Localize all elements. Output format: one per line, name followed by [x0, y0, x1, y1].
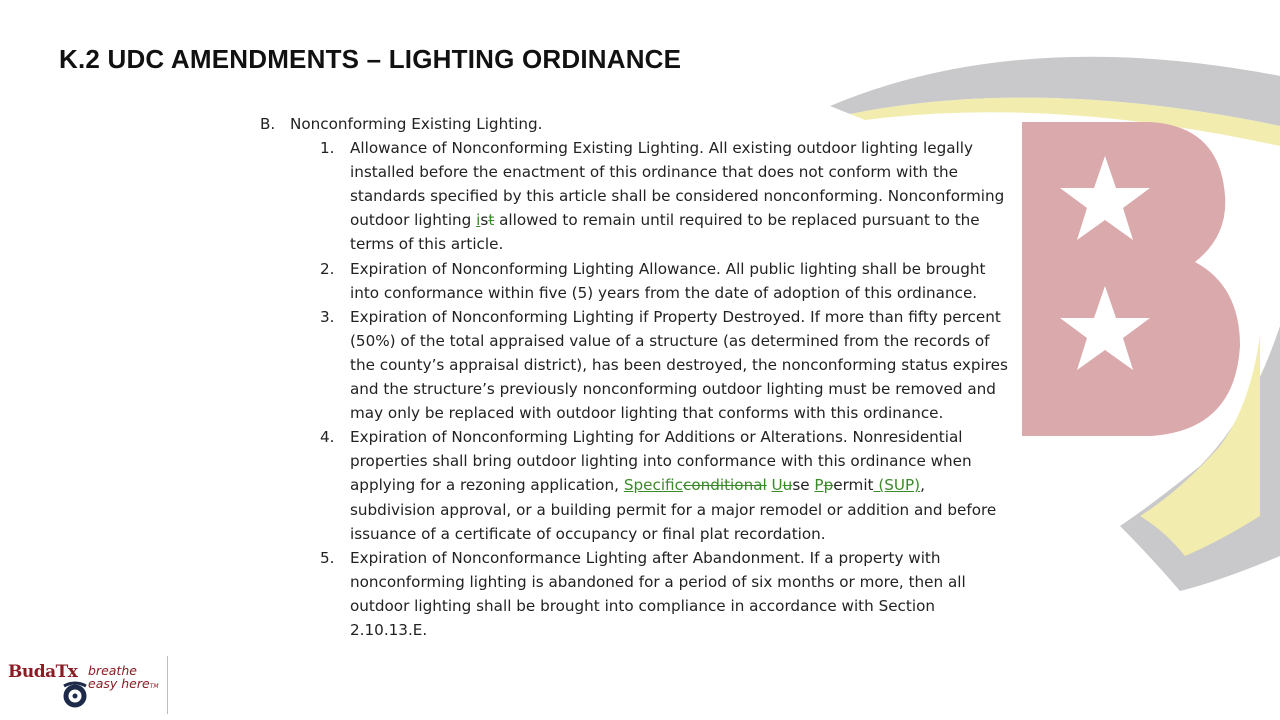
item-text	[350, 136, 1010, 256]
tagline-line1: breathe	[88, 663, 137, 678]
inserted-text: Specific	[623, 476, 683, 495]
brand-tagline	[88, 664, 159, 693]
budatx-logo	[8, 658, 168, 714]
ordinance-text	[260, 112, 1020, 642]
deleted-text: t	[488, 211, 495, 230]
inserted-text: P	[814, 476, 824, 495]
footer-divider	[167, 656, 168, 714]
section-heading	[260, 112, 1020, 136]
ordinance-items	[320, 136, 1020, 642]
ordinance-item	[320, 546, 1020, 642]
ordinance-item	[320, 136, 1020, 256]
trademark: TM	[149, 683, 159, 690]
brand-name: BudaTx	[8, 662, 78, 682]
tagline-line2: easy here	[88, 676, 150, 691]
ordinance-item	[320, 425, 1020, 545]
text-run: allowed to remain until required to be replaced pursuant to the terms of this article.	[350, 211, 980, 254]
item-text	[350, 305, 1010, 425]
text-run: Expiration of Nonconforming Lighting if Property Destroyed. If more than fifty percent (50%) of the total appraised value of a structure (as determined from the records of the county’s appraisal district), has been destroyed, the nonconforming status expires and the structure’s previously nonconforming outdoor lighting must be removed and may only be replaced with outdoor lighting that conforms with this ordinance.	[350, 307, 1008, 423]
text-run: Expiration of Nonconformance Lighting after Abandonment. If a property with nonconforming lighting is abandoned for a period of six months or more, then all outdoor lighting shall be brought into compliance in accordance with Section 2.10.13.E.	[350, 548, 966, 639]
inserted-text: (SUP)	[873, 476, 921, 495]
inserted-text: i	[476, 211, 481, 230]
item-text	[350, 546, 1010, 642]
section-letter: B.	[260, 115, 276, 133]
deleted-text: u	[782, 476, 793, 495]
inserted-text: U	[771, 476, 783, 495]
slide-title: K.2 UDC AMENDMENTS – LIGHTING ORDINANCE	[59, 44, 682, 74]
swirl-icon	[60, 680, 90, 710]
item-number: 5.	[320, 548, 335, 567]
item-text	[350, 425, 1010, 545]
item-number: 2.	[320, 259, 335, 278]
text-run: Expiration of Nonconforming Lighting Allowance. All public lighting shall be brought into conformance within five (5) years from the date of adoption of this ordinance.	[350, 259, 986, 302]
text-run: se	[792, 476, 815, 495]
deleted-text: p	[823, 476, 834, 495]
item-number: 1.	[320, 139, 335, 158]
item-text	[350, 257, 1010, 305]
text-run: Allowance of Nonconforming Existing Lighting. All existing outdoor lighting legally installed before the enactment of this ordinance that does not conform with the standards specified by this article shall be considered nonconforming. Nonconforming outdoor lighting	[350, 139, 1005, 230]
text-run: , subdivision approval, or a building permit for a major remodel or addition and before issuance of a certificate of occupancy or final plat recordation.	[350, 476, 997, 543]
item-number: 3.	[320, 307, 335, 326]
ordinance-item	[320, 257, 1020, 305]
item-number: 4.	[320, 428, 335, 447]
text-run: s	[480, 211, 489, 230]
ordinance-item	[320, 305, 1020, 425]
deleted-text: conditional	[682, 476, 767, 495]
text-run: ermit	[833, 476, 874, 495]
section-title: Nonconforming Existing Lighting.	[290, 115, 543, 133]
text-run: Expiration of Nonconforming Lighting for Additions or Alterations. Nonresidential properties shall bring outdoor lighting into conformance with this ordinance when applying for a rezoning application,	[350, 428, 972, 495]
